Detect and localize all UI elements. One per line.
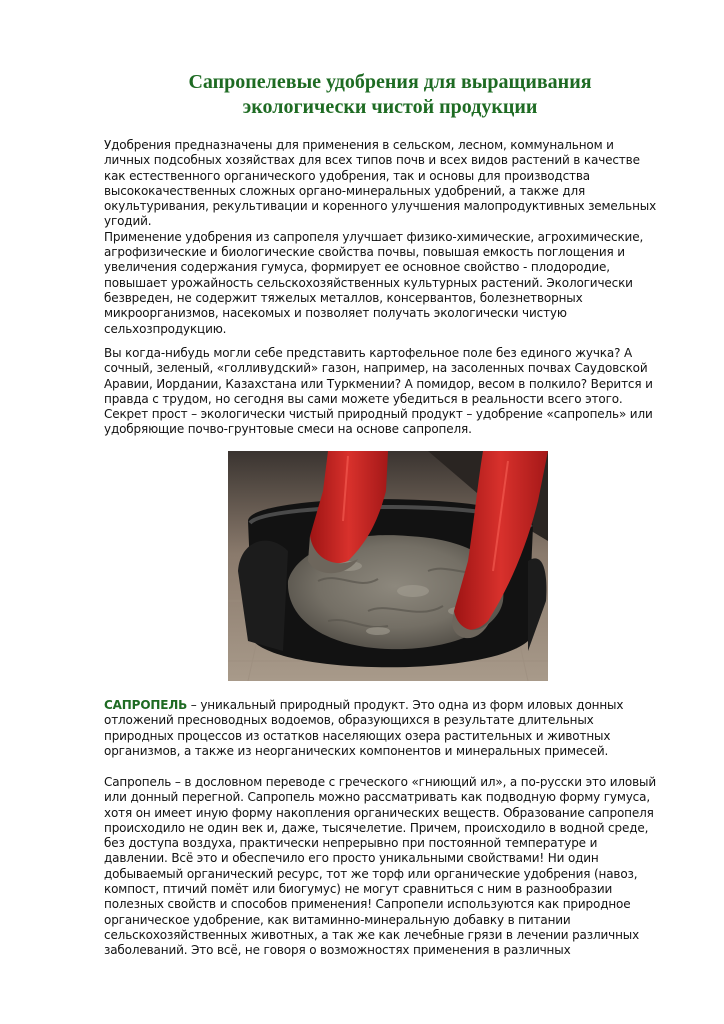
text-line: высококачественных сложных органо-минеральных удобрений, а также для: [104, 183, 586, 198]
paragraph-etymology: [104, 775, 676, 959]
text-line: удобряющие почво-грунтовые смеси на основе сапропеля.: [104, 422, 472, 437]
text-line: сельскохозяйственных животных, а так же как лечебные грязи в лечении различных: [104, 927, 640, 942]
text-line: агрофизические и биологические свойства почвы, повышая емкость поглощения и: [104, 245, 625, 260]
text-line: сельхозпродукцию.: [104, 321, 227, 336]
page-title: [100, 70, 680, 120]
text-line: заболеваний. Это всё, не говоря о возможностях применения в различных: [104, 943, 571, 958]
title-line-1: Сапропелевые удобрения для выращивания: [188, 71, 592, 93]
text-line: правда с трудом, но сегодня вы сами можете убедиться в реальности всего этого.: [104, 391, 623, 406]
text-line: угодий.: [104, 214, 152, 229]
text-line: органическое удобрение, как витаминно-минеральную добавку в питании: [104, 912, 571, 927]
text-line: [104, 698, 676, 713]
text-line: безвреден, не содержит тяжелых металлов, консервантов, болезнетворных: [104, 290, 583, 305]
text-line: добываемый органический ресурс, тот же торф или органические удобрения (навоз,: [104, 866, 638, 881]
text-line: увеличения содержания гумуса, формирует ее основное свойство - плодородие,: [104, 260, 610, 275]
paragraph-definition: [104, 698, 676, 759]
text-line: компост, птичий помёт или биогумус) не могут сравниться с ним в разнообразии: [104, 882, 613, 897]
sapropel-photo: [228, 451, 548, 681]
paragraph-secret: [104, 346, 676, 438]
sapropel-lead-term: САПРОПЕЛЬ: [104, 698, 188, 712]
text-line: Аравии, Иордании, Казахстана или Туркмении? А помидор, весом в полкило? Верится и: [104, 376, 653, 391]
text-line: или донный перегной. Сапропель можно рассматривать как подводную форму гумуса,: [104, 790, 650, 805]
paragraph-intro: [104, 138, 676, 337]
text-line: организмов, а также из неорганических компонентов и минеральных примесей.: [104, 743, 609, 758]
text-line: Удобрения предназначены для применения в сельском, лесном, коммунальном и: [104, 138, 614, 152]
sapropel-photo-illustration: [228, 451, 548, 681]
text-line: давлении. Всё это и обеспечило его просто уникальными свойствами! Ни один: [104, 851, 599, 866]
text-line: личных подсобных хозяйствах для всех типов почв и всех видов растений в качестве: [104, 153, 640, 168]
text-line: сочный, зеленый, «голливудский» газон, например, на засоленных почвах Саудовской: [104, 361, 648, 376]
text-line: хотя он имеет иную форму накопления органических веществ. Образование сапропеля: [104, 805, 654, 820]
title-line-2: экологически чистой продукции: [242, 96, 538, 118]
text-line: отложений пресноводных водоемов, образующихся в результате длительных: [104, 713, 594, 728]
text-line: природных процессов из остатков населяющих озера растительных и животных: [104, 728, 611, 743]
text-line: происходило не один век и, даже, тысячелетие. Причем, происходило в водной среде,: [104, 820, 649, 835]
text-line: как естественного органического удобрения, так и основы для производства: [104, 168, 590, 183]
text-line: полезных свойств и способов применения! Сапропели используются как природное: [104, 897, 631, 912]
text-line: Вы когда-нибудь могли себе представить картофельное поле без единого жучка? А: [104, 346, 633, 360]
text-line: Сапропель – в дословном переводе с греческого «гниющий ил», а по-русски это иловый: [104, 775, 656, 789]
text-fragment: – уникальный природный продукт. Это одна из форм иловых донных: [187, 698, 624, 712]
text-line: без доступа воздуха, практически непрерывно при постоянной температуре и: [104, 836, 598, 851]
text-line: окультуривания, рекультивации и коренного улучшения малопродуктивных земельных: [104, 199, 657, 214]
text-line: повышает урожайность сельскохозяйственных культурных растений. Экологически: [104, 275, 633, 290]
text-line: Секрет прост – экологически чистый природный продукт – удобрение «сапропель» или: [104, 407, 653, 422]
text-line: Применение удобрения из сапропеля улучшает физико-химические, агрохимические,: [104, 229, 644, 244]
text-line: микроорганизмов, насекомых и позволяет получать экологически чистую: [104, 306, 567, 321]
